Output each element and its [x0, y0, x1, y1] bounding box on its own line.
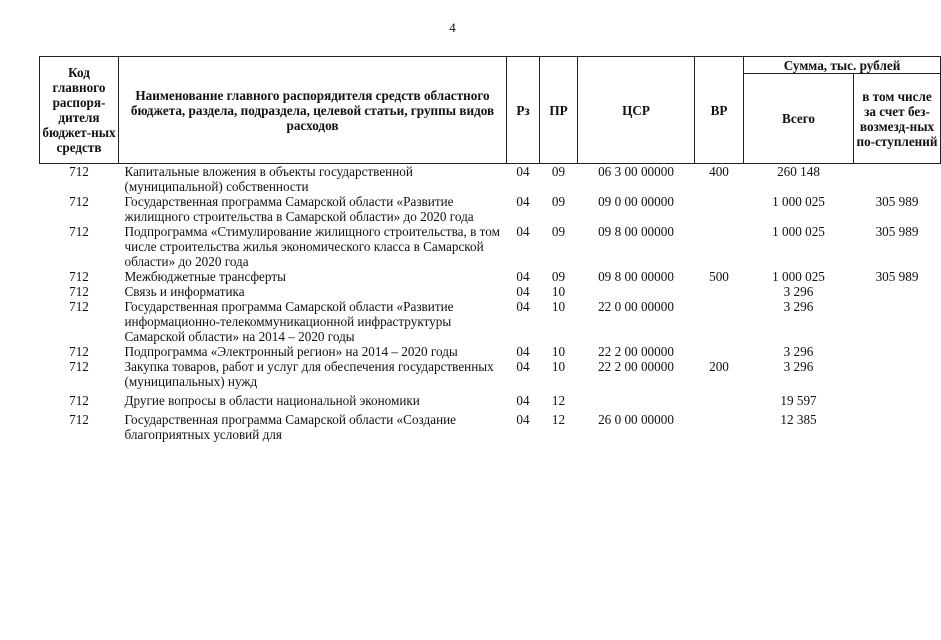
cell-free: 305 989	[875, 269, 919, 284]
cell-code: 712	[69, 412, 89, 427]
cell-free: 305 989	[875, 194, 919, 209]
cell-pr: 10	[551, 344, 566, 359]
cell-name: Государственная программа Самарской области «Развитие информационно-телекоммуникационной инфраструктуры Самарской области» на 2014 – 2020 годы	[124, 299, 454, 344]
cell-pr: 10	[551, 359, 566, 374]
header-free: в том числе за счет без-возмезд-ных по-ступлений	[854, 74, 941, 164]
cell-csr	[578, 389, 695, 408]
cell-total: 3 296	[783, 359, 814, 374]
cell-rz: 04	[516, 299, 530, 314]
cell-total: 3 296	[783, 344, 814, 359]
table-row	[40, 359, 941, 389]
header-sum-group: Сумма, тыс. рублей	[744, 57, 941, 74]
cell-pr: 12	[551, 393, 566, 408]
header-total: Всего	[744, 74, 854, 164]
cell-name: Другие вопросы в области национальной экономики	[124, 393, 420, 408]
cell-vr	[695, 299, 744, 344]
cell-total: 3 296	[783, 284, 814, 299]
cell-total: 1 000 025	[772, 269, 825, 284]
table-row	[40, 344, 941, 359]
cell-code: 712	[69, 393, 89, 408]
cell-vr: 200	[709, 359, 729, 374]
cell-rz: 04	[516, 393, 530, 408]
cell-code: 712	[69, 269, 89, 284]
cell-rz: 04	[516, 284, 530, 299]
cell-csr: 22 2 00 00000	[598, 344, 674, 359]
cell-free	[854, 299, 941, 344]
cell-rz: 04	[516, 224, 530, 239]
cell-pr: 09	[551, 269, 566, 284]
cell-total: 260 148	[777, 164, 820, 179]
cell-rz: 04	[516, 412, 530, 427]
cell-rz: 04	[516, 269, 530, 284]
cell-rz: 04	[516, 164, 530, 179]
header-code: Код главного распоря-дителя бюджет-ных средств	[40, 57, 119, 164]
cell-rz: 04	[516, 344, 530, 359]
cell-code: 712	[69, 284, 89, 299]
cell-csr: 22 2 00 00000	[598, 359, 674, 374]
budget-table	[39, 56, 941, 442]
cell-vr	[695, 194, 744, 224]
cell-csr: 22 0 00 00000	[598, 299, 674, 314]
cell-total: 19 597	[780, 393, 817, 408]
cell-rz: 04	[516, 359, 530, 374]
cell-csr	[578, 284, 695, 299]
table-row	[40, 408, 941, 442]
table-row	[40, 194, 941, 224]
cell-csr: 09 0 00 00000	[598, 194, 674, 209]
header-csr: ЦСР	[578, 57, 695, 164]
cell-code: 712	[69, 164, 89, 179]
table-header	[40, 57, 941, 164]
header-name: Наименование главного распорядителя средств областного бюджета, раздела, подраздела, целевой статьи, группы видов расходов	[119, 57, 507, 164]
cell-name: Государственная программа Самарской области «Развитие жилищного строительства в Самарской области» до 2020 года	[124, 194, 474, 224]
page-number: 4	[449, 20, 456, 35]
cell-free: 305 989	[875, 224, 919, 239]
table-row	[40, 164, 941, 195]
cell-free	[854, 389, 941, 408]
cell-csr: 26 0 00 00000	[598, 412, 674, 427]
table-row	[40, 284, 941, 299]
cell-pr: 09	[551, 164, 566, 179]
cell-csr: 09 8 00 00000	[598, 269, 674, 284]
cell-name: Подпрограмма «Электронный регион» на 2014 – 2020 годы	[124, 344, 458, 359]
cell-name: Связь и информатика	[124, 284, 245, 299]
cell-code: 712	[69, 299, 89, 314]
cell-name: Подпрограмма «Стимулирование жилищного строительства, в том числе строительства жилья экономического класса в Самарской области» до 2020 года	[124, 224, 500, 269]
cell-free	[854, 164, 941, 195]
table-body	[40, 164, 941, 443]
cell-vr: 500	[709, 269, 729, 284]
cell-code: 712	[69, 359, 89, 374]
cell-pr: 09	[551, 194, 566, 209]
table-row	[40, 269, 941, 284]
cell-code: 712	[69, 224, 89, 239]
cell-rz: 04	[516, 194, 530, 209]
cell-vr	[695, 389, 744, 408]
cell-pr: 09	[551, 224, 566, 239]
cell-vr: 400	[709, 164, 729, 179]
cell-free	[854, 284, 941, 299]
cell-total: 1 000 025	[772, 194, 825, 209]
cell-vr	[695, 284, 744, 299]
cell-csr: 06 3 00 00000	[598, 164, 674, 179]
cell-name: Межбюджетные трансферты	[124, 269, 286, 284]
header-rz: Рз	[507, 57, 540, 164]
header-pr: ПР	[540, 57, 578, 164]
cell-name: Государственная программа Самарской области «Создание благоприятных условий для	[124, 412, 457, 442]
budget-table-wrapper	[39, 56, 938, 442]
cell-free	[854, 359, 941, 389]
cell-total: 3 296	[783, 299, 814, 314]
cell-csr: 09 8 00 00000	[598, 224, 674, 239]
cell-vr	[695, 408, 744, 442]
cell-name: Закупка товаров, работ и услуг для обеспечения государственных (муниципальных) нужд	[124, 359, 494, 389]
header-vr: ВР	[695, 57, 744, 164]
table-row	[40, 389, 941, 408]
table-row	[40, 299, 941, 344]
cell-vr	[695, 344, 744, 359]
cell-free	[854, 408, 941, 442]
cell-code: 712	[69, 344, 89, 359]
table-row	[40, 224, 941, 269]
cell-pr: 10	[551, 299, 566, 314]
cell-vr	[695, 224, 744, 269]
cell-pr: 10	[551, 284, 566, 299]
cell-name: Капитальные вложения в объекты государственной (муниципальной) собственности	[124, 164, 413, 194]
cell-free	[854, 344, 941, 359]
cell-pr: 12	[551, 412, 566, 427]
cell-total: 12 385	[780, 412, 817, 427]
cell-total: 1 000 025	[772, 224, 825, 239]
cell-code: 712	[69, 194, 89, 209]
